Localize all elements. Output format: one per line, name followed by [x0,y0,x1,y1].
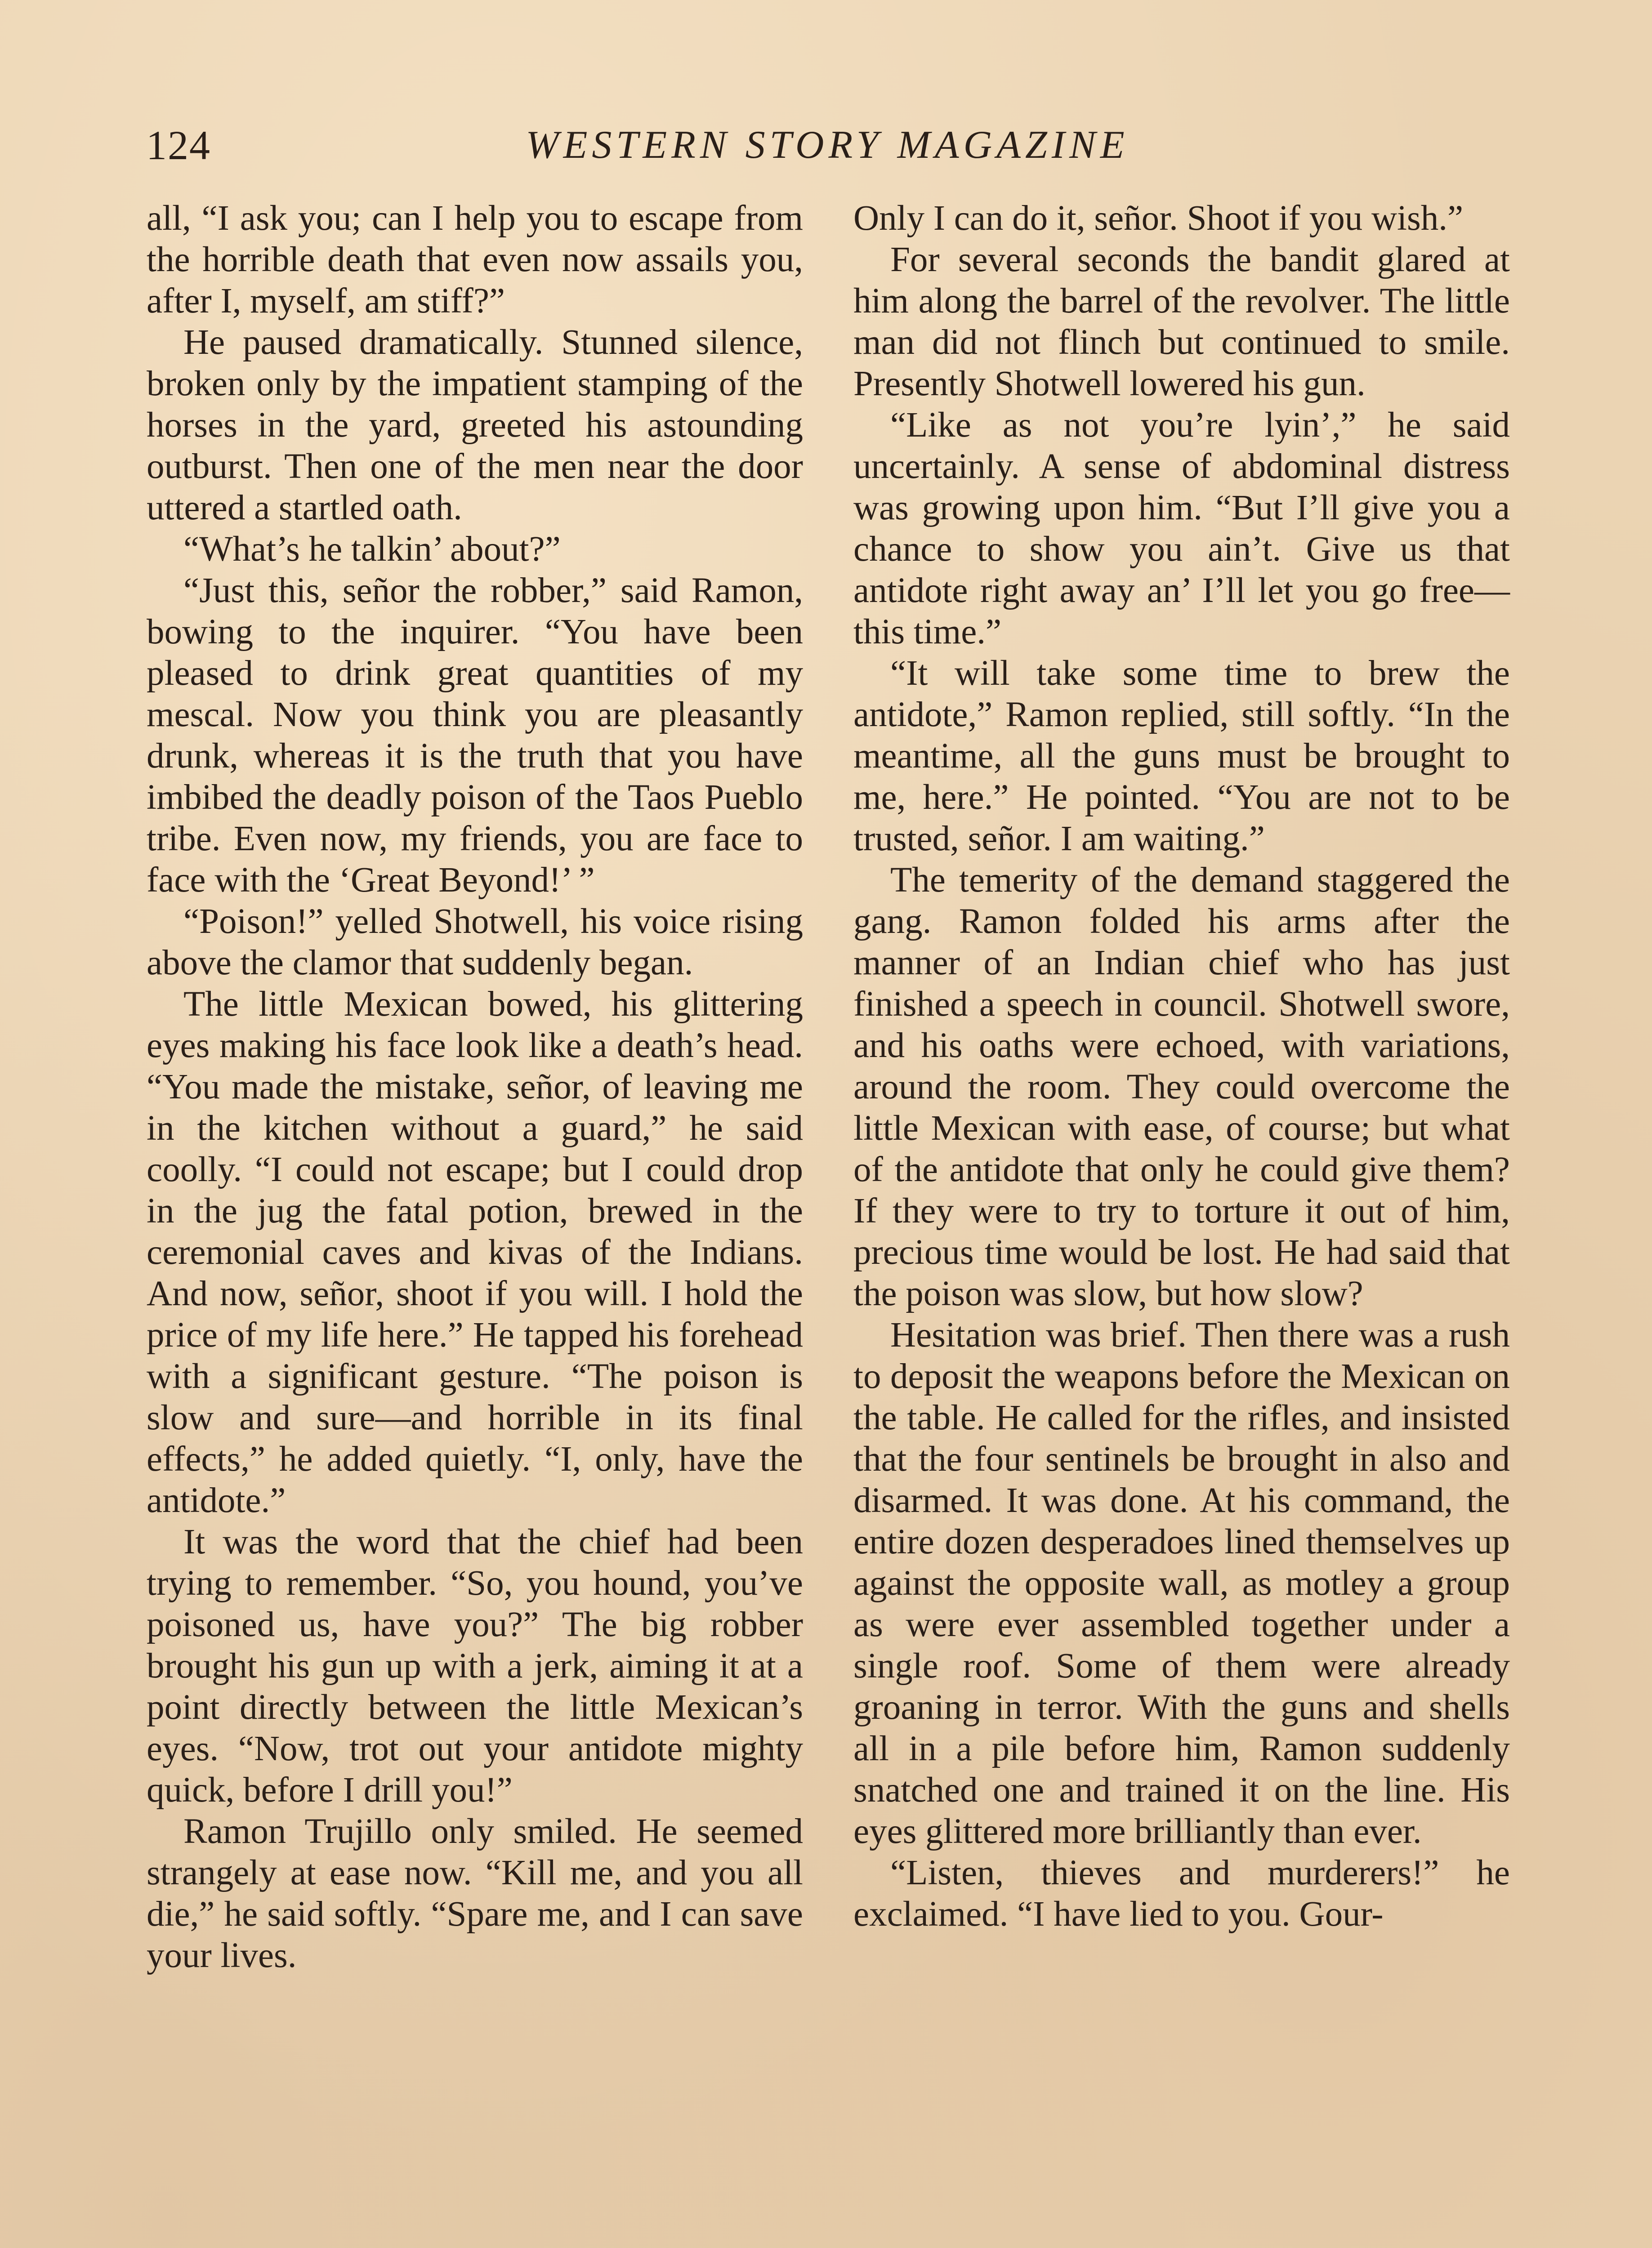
paragraph: Only I can do it, señor. Shoot if you wish.” [853,199,1464,238]
paragraph: all, “I ask you; can I help you to escape from the horrible death that even now assails you, after I, myself, am stiff?” [147,199,803,321]
paragraph: “What’s he talkin’ about?” [183,530,561,569]
paragraph: “Just this, señor the robber,” said Ramon, bowing to the inquirer. “You have been pleased to drink great quantities of my mescal. Now you think you are pleasantly drunk, whereas it is the truth that you have imbibed the deadly poison of the Taos Pueblo tribe. Even now, my friends, you are face to face with the ‘Great Beyond!’ ” [147,571,803,900]
paragraph: The little Mexican bowed, his glittering eyes making his face look like a death’s head. “You made the mistake, señor, of leaving me in the kitchen without a guard,” he said coolly. “I could not escape; but I could drop in the jug the fatal potion, brewed in the ceremonial caves and kivas of the Indians. And now, señor, shoot if you will. I hold the price of my life here.” He tapped his forehead with a significant gesture. “The poison is slow and sure—and horrible in its final effects,” he added quietly. “I, only, have the antidote.” [147,985,803,1520]
paragraph: He paused dramatically. Stunned silence, broken only by the impatient stamping of the horses in the yard, greeted his astounding outburst. Then one of the men near the door uttered a startled oath. [147,323,803,527]
paragraph: Ramon Trujillo only smiled. He seemed strangely at ease now. “Kill me, and you all die,” he said softly. “Spare me, and I can save your lives. [147,1812,803,1975]
paragraph: “Listen, thieves and murderers!” he exclaimed. “I have lied to you. Gour- [853,1853,1510,1934]
paragraph: “It will take some time to brew the antidote,” Ramon replied, still softly. “In the meantime, all the guns must be brought to me, here.” He pointed. “You are not to be trusted, señor. I am waiting.” [853,654,1510,858]
left-column [147,198,803,1976]
running-title: WESTERN STORY MAGAZINE [526,123,1129,167]
page-number: 124 [146,122,211,168]
paragraph: “Like as not you’re lyin’,” he said uncertainly. A sense of abdominal distress was growing upon him. “But I’ll give you a chance to show you ain’t. Give us that antidote right away an’ I’ll let you go free—this time.” [853,406,1510,651]
paragraph: For several seconds the bandit glared at him along the barrel of the revolver. The little man did not flinch but continued to smile. Presently Shotwell lowered his gun. [853,240,1510,403]
page-header [146,116,1509,174]
right-column [853,198,1510,1935]
paragraph: Hesitation was brief. Then there was a rush to deposit the weapons before the Mexican on the table. He called for the rifles, and insisted that the four sentinels be brought in also and disarmed. It was done. At his command, the entire dozen desperadoes lined themselves up against the opposite wall, as motley a group as were ever assembled together under a single roof. Some of them were already groaning in terror. With the guns and shells all in a pile before him, Ramon suddenly snatched one and trained it on the line. His eyes glittered more brilliantly than ever. [853,1316,1510,1851]
paragraph: It was the word that the chief had been trying to remember. “So, you hound, you’ve poisoned us, have you?” The big robber brought his gun up with a jerk, aiming it at a point directly between the little Mexican’s eyes. “Now, trot out your antidote mighty quick, before I drill you!” [147,1522,803,1810]
paragraph: “Poison!” yelled Shotwell, his voice rising above the clamor that suddenly began. [147,902,803,982]
paragraph: The temerity of the demand staggered the gang. Ramon folded his arms after the manner of an Indian chief who has just finished a speech in council. Shotwell swore, and his oaths were echoed, with variations, around the room. They could overcome the little Mexican with ease, of course; but what of the antidote that only he could give them? If they were to try to torture it out of him, precious time would be lost. He had said that the poison was slow, but how slow? [853,861,1510,1313]
